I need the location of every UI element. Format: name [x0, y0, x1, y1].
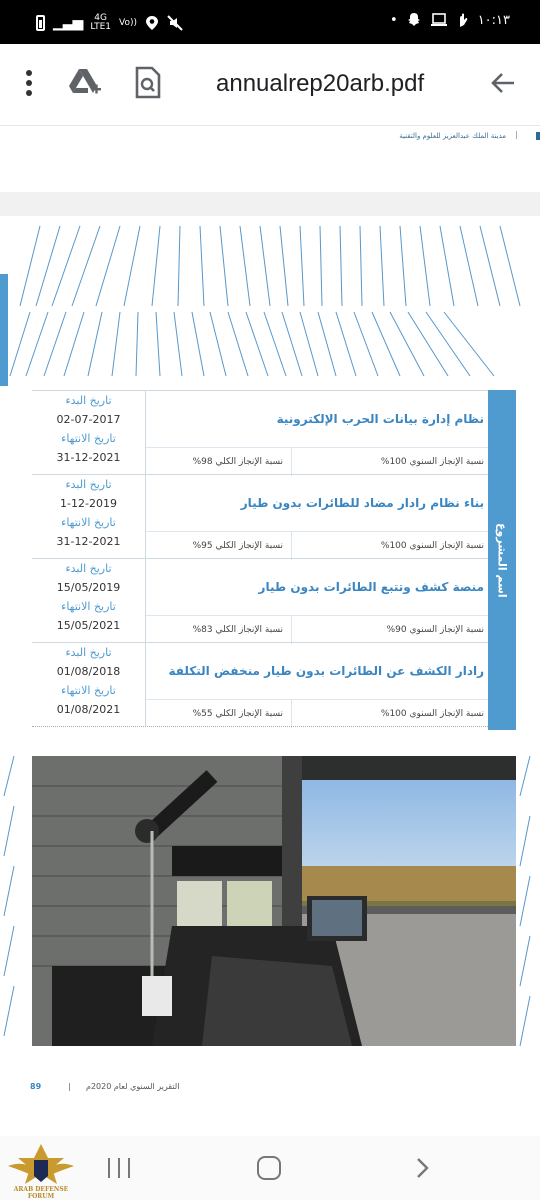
home-icon[interactable]: [257, 1156, 281, 1180]
hand-icon: [456, 12, 470, 28]
signal-icon: ▁▃▅: [53, 15, 83, 31]
add-to-drive-icon[interactable]: [68, 66, 102, 100]
recent-apps-icon[interactable]: [108, 1158, 130, 1178]
network-type: 4G: [94, 13, 107, 23]
battery-icon: [36, 15, 45, 31]
report-title: التقرير السنوي لعام 2020م: [86, 1082, 180, 1091]
navigation-bar: [0, 1136, 540, 1200]
pdf-toolbar: [0, 44, 540, 126]
start-label: تاريخ البدء: [65, 646, 112, 659]
radar-equipment-photo: [32, 756, 516, 1046]
footer-separator: |: [68, 1082, 71, 1091]
table-row: [32, 474, 488, 558]
end-label: تاريخ الانتهاء: [61, 516, 116, 529]
dot-icon: •: [390, 12, 398, 28]
annual-progress: نسبة الإنجاز السنوي 100%: [380, 541, 484, 551]
header-accent: [536, 132, 540, 140]
dates-cell: [32, 475, 146, 559]
dates-cell: [32, 391, 146, 475]
dates-cell: [32, 643, 146, 727]
laptop-icon: [430, 13, 448, 27]
annual-progress: نسبة الإنجاز السنوي 100%: [380, 457, 484, 467]
progress-cell: [146, 447, 488, 475]
more-options-icon[interactable]: [22, 70, 36, 100]
start-label: تاريخ البدء: [65, 394, 112, 407]
end-date: 01/08/2021: [56, 703, 121, 716]
table-bottom-rule: [32, 726, 488, 727]
snapchat-icon: [406, 12, 422, 28]
progress-cell: [146, 699, 488, 727]
document-title: annualrep20arb.pdf: [216, 70, 425, 97]
find-in-document-icon[interactable]: [134, 66, 162, 100]
watermark-text: ARAB DEFENSE FORUM: [13, 1186, 69, 1200]
end-label: تاريخ الانتهاء: [61, 600, 116, 613]
end-label: تاريخ الانتهاء: [61, 684, 116, 697]
start-label: تاريخ البدء: [65, 562, 112, 575]
project-name: منصة كشف وتتبع الطائرات بدون طيار: [258, 580, 484, 594]
project-name: رادار الكشف عن الطائرات بدون طيار منخفض التكلفة: [168, 664, 484, 678]
mute-icon: [167, 15, 183, 31]
start-date: 1-12-2019: [60, 497, 117, 510]
back-arrow-icon[interactable]: [488, 68, 518, 98]
dates-cell: [32, 559, 146, 643]
progress-cell: [146, 615, 488, 643]
start-date: 15/05/2019: [56, 581, 121, 594]
pdf-page-top: [0, 126, 540, 192]
end-date: 31-12-2021: [56, 535, 121, 548]
volte-indicator: Vo)): [119, 17, 137, 28]
table-row: [32, 558, 488, 642]
start-date: 01/08/2018: [56, 665, 121, 678]
page-number: 89: [30, 1082, 42, 1091]
start-label: تاريخ البدء: [65, 478, 112, 491]
clock: ١٠:١٣: [477, 12, 510, 28]
end-date: 31-12-2021: [56, 451, 121, 464]
status-right: [390, 12, 510, 28]
table-row: [32, 642, 488, 726]
status-bar: [0, 0, 540, 44]
annual-progress: نسبة الإنجاز السنوي 100%: [380, 709, 484, 719]
network-sub: LTE1: [90, 22, 111, 32]
progress-cell: [146, 531, 488, 559]
total-progress: نسبة الإنجاز الكلي 95%: [142, 532, 292, 560]
annual-progress: نسبة الإنجاز السنوي 90%: [386, 625, 484, 635]
project-name: بناء نظام رادار مضاد للطائرات بدون طيار: [240, 496, 484, 510]
left-accent-bar: [0, 274, 8, 386]
total-progress: نسبة الإنجاز الكلي 83%: [142, 616, 292, 644]
project-name: نظام إدارة بيانات الحرب الإلكترونية: [276, 412, 484, 426]
location-icon: [145, 15, 159, 31]
start-date: 02-07-2017: [56, 413, 121, 426]
end-date: 15/05/2021: [56, 619, 121, 632]
nav-back-icon[interactable]: [410, 1156, 434, 1180]
pdf-page: [0, 216, 540, 1136]
page-header-org: مدينة الملك عبدالعزيز للعلوم والتقنية: [399, 132, 506, 140]
status-left: [36, 14, 183, 32]
network-indicator: [90, 14, 111, 32]
project-name-header: اسم المشروع: [488, 390, 516, 730]
table-row: [32, 390, 488, 474]
total-progress: نسبة الإنجاز الكلي 55%: [142, 700, 292, 728]
end-label: تاريخ الانتهاء: [61, 432, 116, 445]
total-progress: نسبة الإنجاز الكلي 98%: [142, 448, 292, 476]
header-separator: |: [515, 130, 518, 139]
